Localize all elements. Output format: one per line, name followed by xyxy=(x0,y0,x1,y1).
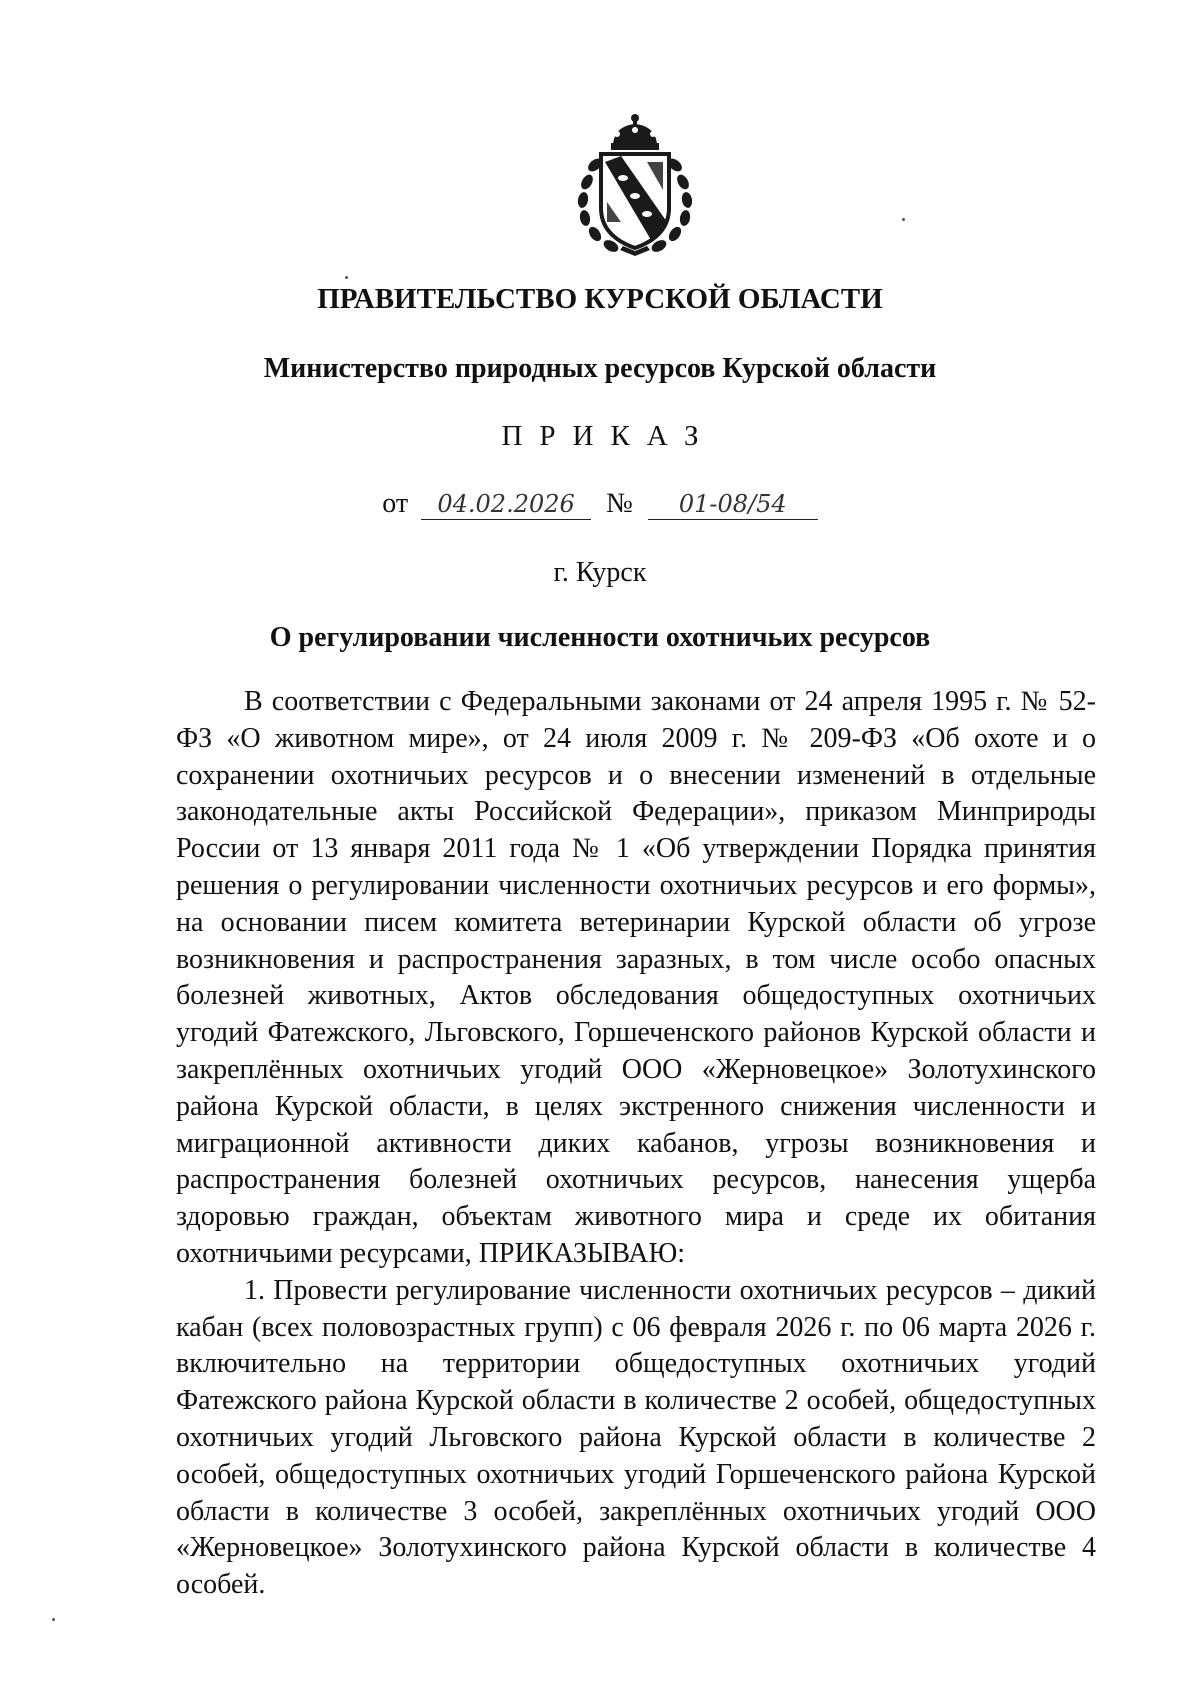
city-line: г. Курск xyxy=(553,557,647,588)
ministry-heading: Министерство природных ресурсов Курской области xyxy=(263,353,937,384)
document-body xyxy=(176,684,1096,1604)
scan-speck xyxy=(902,218,905,221)
preamble-paragraph: В соответствии с Федеральными законами от 24 апреля 1995 г. № 52-ФЗ «О животном мире», от 24 июля 2009 г. № 209-ФЗ «Об охоте и о сохранении охотничьих ресурсов и о внесении изменений в отдельные законодательные акты Российской Федерации», приказом Минприроды России от 13 января 2011 года № 1 «Об утверждении Порядка принятия решения о регулировании численности охотничьих ресурсов и его формы», на основании писем комитета ветеринарии Курской области об угрозе возникновения и распространения заразных, в том числе особо опасных болезней животных, Актов обследования общедоступных охотничьих угодий Фатежского, Льговского, Горшеченского районов Курской области и закреплённых охотничьих угодий ООО «Жерновецкое» Золотухинского района Курской области, в целях экстренного снижения численности и миграционной активности диких кабанов, угрозы возникновения и распространения болезней охотничьих ресурсов, нанесения ущерба здоровью граждан, объектам животного мира и среде их обитания охотничьими ресурсами, ПРИКАЗЫВАЮ: xyxy=(176,686,1096,1269)
document-title: О регулировании численности охотничьих ресурсов xyxy=(269,622,931,653)
coat-of-arms-emblem xyxy=(565,110,705,260)
order-date: 04.02.2026 xyxy=(421,489,591,520)
from-label: от xyxy=(382,488,409,519)
order-heading: ПРИКАЗ xyxy=(501,420,716,452)
order-number: 01-08/54 xyxy=(648,489,818,520)
order-dateline xyxy=(0,488,1200,520)
number-label: № xyxy=(606,488,633,519)
government-heading: ПРАВИТЕЛЬСТВО КУРСКОЙ ОБЛАСТИ xyxy=(317,283,883,315)
clause-1-paragraph: 1. Провести регулирование численности охотничьих ресурсов – дикий кабан (всех половозрастных групп) с 06 февраля 2026 г. по 06 марта 2026 г. включительно на территории общедоступных охотничьих угодий Фатежского района Курской области в количестве 2 особей, общедоступных охотничьих угодий Льговского района Курской области в количестве 2 особей, общедоступных охотничьих угодий Горшеченского района Курской области в количестве 3 особей, закреплённых охотничьих угодий ООО «Жерновецкое» Золотухинского района Курской области в количестве 4 особей. xyxy=(176,1274,1096,1601)
scan-speck xyxy=(345,276,348,279)
scan-speck xyxy=(52,1618,55,1621)
